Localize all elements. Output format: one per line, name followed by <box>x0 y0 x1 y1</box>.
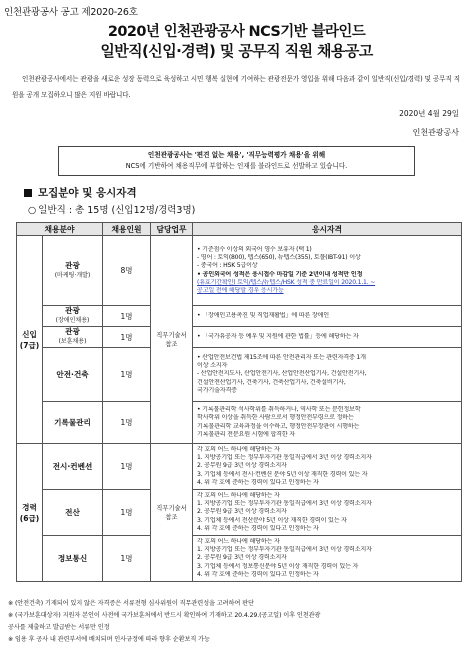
qualification-cell <box>193 490 462 536</box>
footnote: ※ (안전건축) 기재되어 있지 않은 자격증은 서류전형 심사위원이 직무관련성을 고려하여 판단 <box>8 600 254 607</box>
qualification-line: 이상 소지자 <box>197 362 228 370</box>
box-line-2: NCS에 기반하여 채용직무에 부합하는 인재를 블라인드로 선발하고 있습니다. <box>125 162 348 170</box>
qualification-cell <box>193 236 462 306</box>
recruitment-table <box>16 222 462 582</box>
field-name <box>43 236 103 306</box>
headcount: 1명 <box>103 402 151 444</box>
qualification-line: 3. 기업체 등에서 정보통신분야 5년 이상 재직한 경력이 있는 자 <box>197 562 359 570</box>
headcount: 1명 <box>103 306 151 327</box>
field-name <box>43 327 103 348</box>
footnote: 공사를 제출하고 발급받는 서류만 인정 <box>8 624 110 631</box>
field-label: 전산 <box>65 507 80 517</box>
qualification-line: (유효기간확인) 토익/텝스/뉴텝스/HSK 성적 중 만료일이 2020.1.1. ~ <box>197 278 376 286</box>
field-sublabel: (장애인채용) <box>55 317 90 324</box>
qualification-cell <box>193 306 462 327</box>
field-sublabel: (마케팅·개발) <box>54 271 91 279</box>
qualification-line: 건설안전산업기사, 건축기사, 건축산업기사, 건축설비기사, <box>197 378 346 386</box>
qualification-cell <box>193 348 462 402</box>
title-line-1: 2020년 인천관광공사 NCS기반 블라인드 <box>107 24 366 40</box>
qualification-cell <box>193 536 462 582</box>
field-label: 관광 <box>65 260 80 270</box>
header-count: 채용인원 <box>103 223 151 236</box>
headcount: 1명 <box>103 444 151 490</box>
field-label: 관광 <box>65 306 80 315</box>
notice-date: 2020년 4월 29일 <box>399 109 459 118</box>
qualification-cell <box>193 444 462 490</box>
qualification-line: 1. 지방공기업 또는 정부투자기관 동일직급에서 3년 이상 경력소지자 <box>197 500 372 508</box>
qualification-line: 2. 공무원 9급 3년 이상 경력소지자 <box>197 554 287 562</box>
table-header-row <box>17 223 462 236</box>
footnotes <box>8 598 468 646</box>
qualification-cell <box>193 402 462 444</box>
qualification-line: 국가기술자격증 <box>197 386 237 394</box>
general-summary <box>28 202 195 216</box>
qualification-line: 1. 지방공기업 또는 정부투자기관 동일직급에서 3년 이상 경력소지자 <box>197 546 372 554</box>
table-row <box>17 348 462 402</box>
qualification-line: 4. 위 각 호에 준하는 경력이 있다고 인정하는 자 <box>197 524 319 532</box>
qualification-cell <box>193 327 462 348</box>
qualification-line: 각 호의 어느 하나에 해당하는 자 <box>197 538 280 546</box>
headcount: 1명 <box>103 536 151 582</box>
qualification-line: 3. 기업체 등에서 전산분야 5년 이상 재직한 경력이 있는 자 <box>197 516 347 524</box>
circle-bullet-icon: ○ <box>28 205 37 216</box>
header-field: 채용분야 <box>17 223 103 236</box>
qualification-line: - 중국어 : HSK 5급이상 <box>197 262 258 270</box>
table-row <box>17 536 462 582</box>
field-label: 관광 <box>65 327 80 336</box>
qualification-line: 기록물관리 전문요원 시험에 합격한 자 <box>197 430 295 438</box>
notice-number: 인천관광공사 공고 제2020-26호 <box>4 7 138 18</box>
qualification-line: • 공인외국어 성적은 응시접수 마감일 기준 2년이내 성적만 인정 <box>197 270 363 278</box>
box-line-1: 인천관광공사는 '편견 없는 채용', '직무능력평가 채용'을 위해 <box>147 151 326 159</box>
qualification-line: 4. 위 각 호에 준하는 경력이 있다고 인정하는 자 <box>197 570 319 578</box>
qualification-line: 공고일 전에 해당할 경우 응시가능 <box>197 286 284 294</box>
headcount: 1명 <box>103 348 151 402</box>
title-line-2: 일반직(신입·경력) 및 공무직 직원 채용공고 <box>100 42 373 60</box>
category-career: 경력 (6급) <box>17 444 43 582</box>
square-bullet-icon <box>24 189 32 197</box>
table-row <box>17 236 462 306</box>
field-label: 정보통신 <box>57 553 88 563</box>
qualification-line: • 「국가유공자 등 예우 및 지원에 관한 법률」등에 해당하는 자 <box>197 332 359 340</box>
footnote: ※ 임용 후 공사 내 관련부서에 배치되며 인사규정에 따라 향후 순환보직 가능 <box>8 636 210 643</box>
qualification-line: - 영어 : 토익(800), 텝스(650), 뉴텝스(355), 토플(IBT-91) 이상 <box>197 254 361 262</box>
qualification-line: 2. 공무원 9급 3년 이상 경력소지자 <box>197 462 287 470</box>
headcount: 8명 <box>103 236 151 306</box>
general-summary-text: 일반직 : 총 15명 (신입12명/경력3명) <box>38 205 196 216</box>
intro-paragraph: 인천관광공사에서는 관광을 새로운 성장 동력으로 육성하고 시민 행복 실현에 기여하는 관광전문가 영입을 위해 다음과 같이 일반직(신입/경력) 및 공무직 직원을 공개 모집하오니 많은 지원 바랍니다. <box>12 75 460 99</box>
qualification-line: 학사학위 이상을 취득한 사람으로서 행정안전부령으로 정하는 <box>197 414 354 422</box>
qualification-line: • 「장애인고용촉진 및 직업재활법」에 따른 장애인 <box>197 311 329 319</box>
qualification-line: 3. 기업체 등에서 전시·컨벤션 분야 5년 이상 재직한 경력이 있는 자 <box>197 470 368 478</box>
table-row <box>17 490 462 536</box>
qualification-line: 각 호의 어느 하나에 해당하는 자 <box>197 446 280 453</box>
qualification-line: • 기준점수 이상의 외국어 영수 보유자 (택 1) <box>197 245 312 253</box>
field-name <box>43 444 103 490</box>
field-name <box>43 402 103 444</box>
field-label: 전시·컨벤션 <box>52 461 93 471</box>
table-row <box>17 306 462 327</box>
qualification-line: • 산업안전보건법 제15조에 따른 안전관리자 또는 관련자격증 1개 <box>197 353 366 361</box>
task-reference: 직무기술서 참조 <box>151 444 193 582</box>
section-title: 모집분야 및 응시자격 <box>38 187 137 199</box>
headcount: 1명 <box>103 327 151 348</box>
section-heading <box>24 185 137 200</box>
table-row <box>17 402 462 444</box>
task-reference: 직무기술서 참조 <box>151 236 193 444</box>
field-label: 안전·건축 <box>56 369 89 379</box>
table-row <box>17 444 462 490</box>
blind-hiring-box <box>58 146 415 176</box>
field-sublabel: (보훈채용) <box>58 338 87 345</box>
header-qualification: 응시자격 <box>193 223 462 236</box>
field-name <box>43 306 103 327</box>
qualification-line: 각 호의 어느 하나에 해당하는 자 <box>197 492 280 500</box>
table-row <box>17 327 462 348</box>
field-name <box>43 536 103 582</box>
footnote: ※ (국가보훈대상자) 지원자 본인이 사전에 국가보훈처에서 반드시 확인하여 기재하고 20.4.29.(공고일) 이후 인천관광 <box>8 612 321 619</box>
headcount: 1명 <box>103 490 151 536</box>
qualification-line: 1. 지방공기업 또는 정부투자기관 동일직급에서 3년 이상 경력소지자 <box>197 454 372 462</box>
qualification-line: • 기록물관리학 석사학위를 취득하거나, 역사학 또는 문헌정보학 <box>197 406 361 414</box>
qualification-line: 2. 공무원 9급 3년 이상 경력소지자 <box>197 508 287 516</box>
qualification-line: 기록물관리학 교육과정을 이수하고, 행정안전부장관이 시행하는 <box>197 422 360 430</box>
field-name <box>43 348 103 402</box>
category-new: 신입 (7급) <box>17 236 43 444</box>
field-label: 기록물관리 <box>54 417 91 427</box>
qualification-line: - 산업안전지도사, 산업안전기사, 산업안전산업기사, 건설안전기사, <box>197 370 367 378</box>
qualification-line: 4. 위 각 호에 준하는 경력이 있다고 인정하는 자 <box>197 478 319 486</box>
header-task: 담당업무 <box>151 223 193 236</box>
field-name <box>43 490 103 536</box>
organization-name: 인천관광공사 <box>412 128 459 137</box>
